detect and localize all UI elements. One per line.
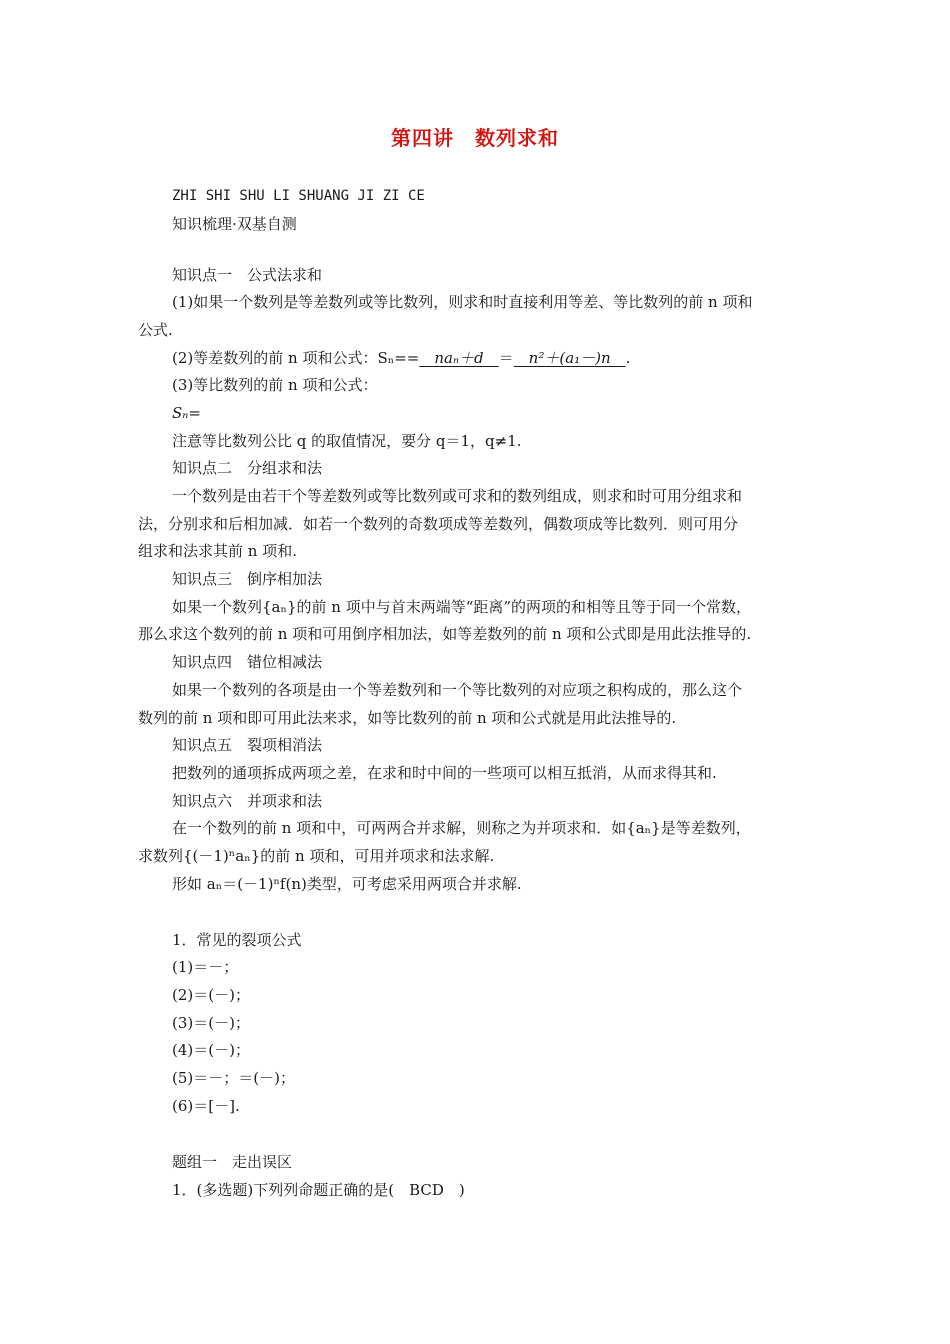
kp2-line2: 法，分别求和后相加减．如若一个数列的奇数项成等差数列，偶数项成等比数列．则可用分 (138, 515, 739, 533)
kp6-line3: 形如 aₙ＝(－1)ⁿf(n)类型，可考虑采用两项合并求解. (172, 875, 522, 893)
kp4-line1: 如果一个数列的各项是由一个等差数列和一个等比数列的对应项之积构成的，那么这个 (172, 681, 743, 699)
kp3-heading: 知识点三 倒序相加法 (172, 570, 323, 588)
kp6-line1: 在一个数列的前 n 项和中，可两两合并求解，则称之为并项求和．如{aₙ}是等差数列， (172, 819, 751, 837)
kp6-line2: 求数列{(－1)ⁿaₙ}的前 n 项和，可用并项求和法求解. (138, 847, 495, 865)
section-heading: 知识梳理·双基自测 (172, 215, 297, 233)
kp1-line1: (1)如果一个数列是等差数列或等比数列，则求和时直接利用等差、等比数列的前 n 项和 (172, 293, 753, 311)
question-group-heading: 题组一 走出误区 (172, 1153, 293, 1171)
arith-formula-end: . (625, 349, 631, 367)
kp2-heading: 知识点二 分组求和法 (172, 459, 323, 477)
kp6-heading: 知识点六 并项求和法 (172, 792, 323, 810)
kp5-line1: 把数列的通项拆成两项之差，在求和时中间的一些项可以相互抵消，从而求得其和. (172, 764, 717, 782)
arith-formula-prefix: (2)等差数列的前 n 项和公式：Sₙ== (172, 349, 420, 367)
formulas-heading: 1．常见的裂项公式 (172, 931, 302, 949)
kp1-arith-sum-formula (172, 348, 630, 368)
arith-formula-eq: ＝ (498, 349, 514, 367)
formula-5: (5)＝－；＝(－)； (172, 1069, 295, 1087)
kp1-geo-sum-heading: (3)等比数列的前 n 项和公式： (172, 376, 378, 394)
formula-6: (6)＝[－]. (172, 1097, 240, 1115)
kp4-line2: 数列的前 n 项和即可用此法来求，如等比数列的前 n 项和公式就是用此法推导的. (138, 709, 677, 727)
kp5-heading: 知识点五 裂项相消法 (172, 736, 323, 754)
kp3-line1: 如果一个数列{aₙ}的前 n 项中与首末两端等“距离”的两项的和相等且等于同一个常数， (172, 598, 752, 616)
kp4-heading: 知识点四 错位相减法 (172, 653, 323, 671)
kp2-line1: 一个数列是由若干个等差数列或等比数列或可求和的数列组成，则求和时可用分组求和 (172, 487, 743, 505)
kp1-line2: 公式. (138, 321, 173, 339)
arith-formula-blank-2: n²＋(a₁－)n (513, 349, 626, 367)
formula-3: (3)＝(－)； (172, 1014, 250, 1032)
question-1: 1．(多选题)下列列命题正确的是( BCD ) (172, 1181, 465, 1199)
formula-1: (1)＝－； (172, 958, 239, 976)
kp2-line3: 组求和法求其前 n 项和. (138, 542, 297, 560)
arith-formula-blank-1: naₙ＋d (419, 349, 499, 367)
formula-2: (2)＝(－)； (172, 986, 250, 1004)
kp1-note: 注意等比数列公比 q 的取值情况，要分 q＝1，q≠1. (172, 432, 522, 450)
kp3-line2: 那么求这个数列的前 n 项和可用倒序相加法，如等差数列的前 n 项和公式即是用此法推导的. (138, 625, 752, 643)
page-title: 第四讲 数列求和 (391, 126, 559, 150)
kp1-geo-sum-formula: Sₙ= (172, 404, 201, 422)
formula-4: (4)＝(－)； (172, 1041, 250, 1059)
pinyin-header: ZHI SHI SHU LI SHUANG JI ZI CE (172, 188, 425, 204)
kp1-heading: 知识点一 公式法求和 (172, 266, 323, 284)
